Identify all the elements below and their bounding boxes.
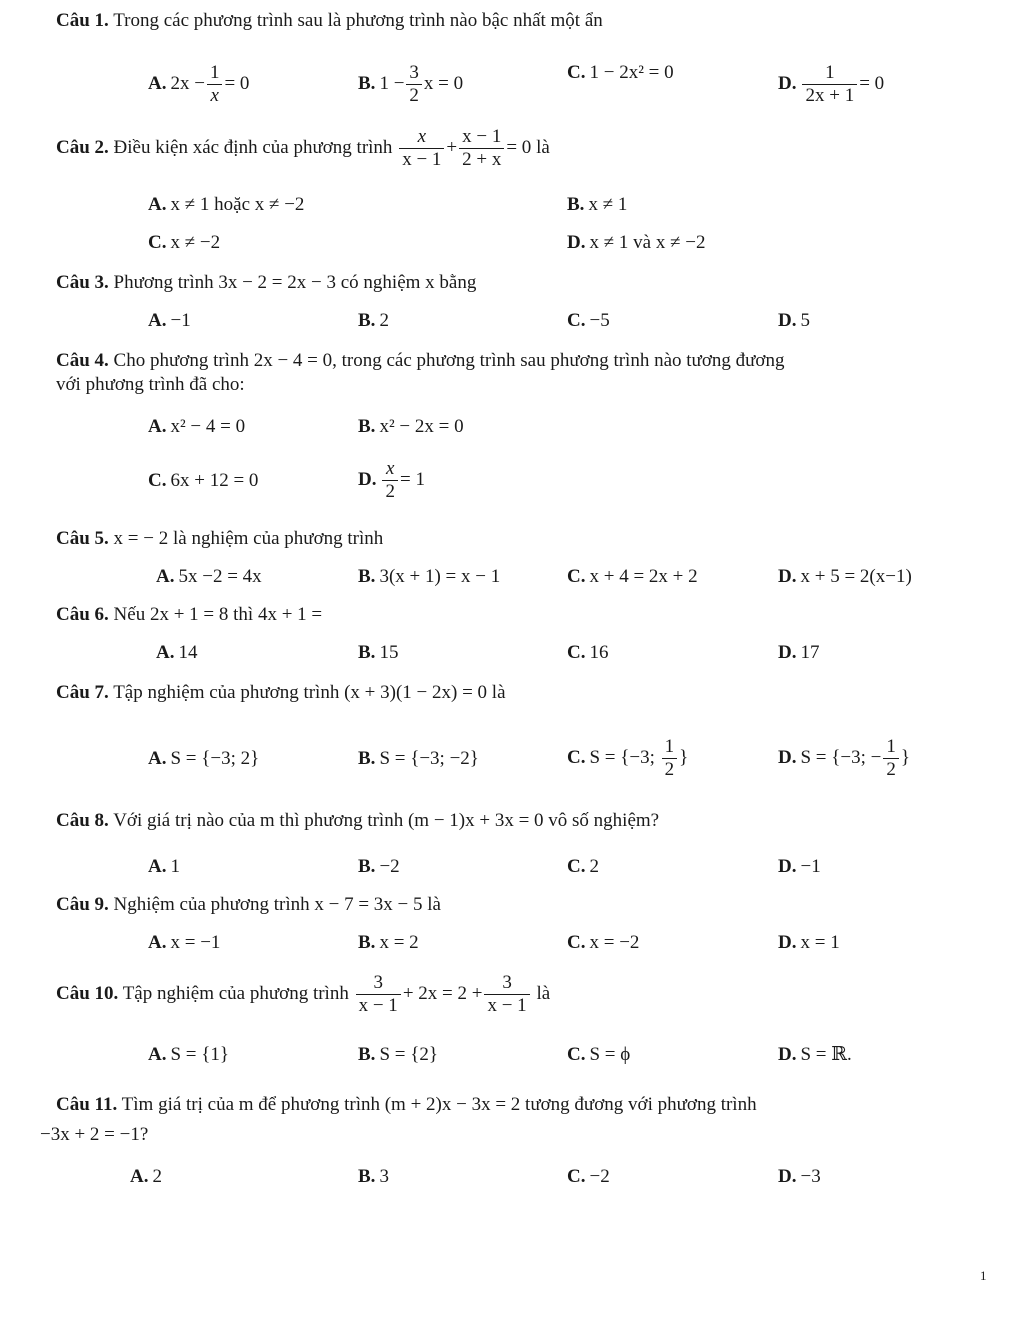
question-1: Câu 1. Trong các phương trình sau là phương trình nào bậc nhất một ẩn (56, 10, 603, 31)
q10-option-c: C. S = ϕ (567, 1044, 631, 1065)
q9-option-d: D. x = 1 (778, 932, 840, 953)
q6-option-a: A. 14 (156, 642, 198, 663)
q10-option-a: A. S = {1} (148, 1044, 230, 1065)
question-4: Câu 4. Cho phương trình 2x − 4 = 0, trong các phương trình sau phương trình nào tương đương (56, 350, 785, 371)
q4-option-d: D. $\frac{x}{2}$ = 1 (358, 458, 425, 502)
q11-option-d: D. −3 (778, 1166, 821, 1187)
question-6: Câu 6. Nếu 2x + 1 = 8 thì 4x + 1 = (56, 604, 323, 625)
q5-option-c: C. x + 4 = 2x + 2 (567, 566, 698, 587)
question-label: Câu 1. (56, 10, 109, 31)
q3-option-d: D. 5 (778, 310, 810, 331)
q9-option-b: B. x = 2 (358, 932, 419, 953)
q11-option-b: B. 3 (358, 1166, 389, 1187)
q8-option-d: D. −1 (778, 856, 821, 877)
q4-option-a: A. x² − 4 = 0 (148, 416, 246, 437)
q8-option-a: A. 1 (148, 856, 180, 877)
q9-option-c: C. x = −2 (567, 932, 640, 953)
q6-option-d: D. 17 (778, 642, 820, 663)
q8-option-b: B. −2 (358, 856, 400, 877)
q6-option-b: B. 15 (358, 642, 399, 663)
question-9: Câu 9. Nghiệm của phương trình x − 7 = 3x − 5 là (56, 894, 441, 915)
q4-option-c: C. 6x + 12 = 0 (148, 470, 259, 491)
q5-option-a: A. 5x −2 = 4x (156, 566, 262, 587)
q9-option-a: A. x = −1 (148, 932, 221, 953)
q11-option-a: A. 2 (130, 1166, 162, 1187)
q2-option-d: D. x ≠ 1 và x ≠ −2 (567, 232, 706, 253)
q4-option-b: B. x² − 2x = 0 (358, 416, 464, 437)
question-8: Câu 8. Với giá trị nào của m thì phương trình (m − 1)x + 3x = 0 vô số nghiệm? (56, 810, 660, 831)
question-2: Câu 2. Điều kiện xác định của phương trình $\frac{x}{x - 1}$ + $\frac{x - 1}{2 + x}$ = 0 là (56, 126, 550, 170)
q6-option-c: C. 16 (567, 642, 609, 663)
q11-option-c: C. −2 (567, 1166, 610, 1187)
q1-option-d: D. $\frac{1}{2x + 1}$ = 0 (778, 62, 885, 106)
q5-option-d: D. x + 5 = 2(x−1) (778, 566, 912, 587)
q3-option-c: C. −5 (567, 310, 610, 331)
q2-option-a: A. x ≠ 1 hoặc x ≠ −2 (148, 194, 305, 215)
q1-option-c: C. 1 − 2x² = 0 (567, 62, 674, 83)
q10-option-d: D. S = ℝ. (778, 1044, 852, 1065)
q1-option-b: B. 1 − $\frac{3}{2}$ x = 0 (358, 62, 464, 106)
q3-option-a: A. −1 (148, 310, 191, 331)
q3-option-b: B. 2 (358, 310, 389, 331)
q5-option-b: B. 3(x + 1) = x − 1 (358, 566, 501, 587)
q2-option-c: C. x ≠ −2 (148, 232, 221, 253)
q7-option-b: B. S = {−3; −2} (358, 748, 479, 769)
q7-option-c: C. S = {−3; $\frac{1}{2}$ } (567, 736, 689, 780)
q2-option-b: B. x ≠ 1 (567, 194, 628, 215)
q8-option-c: C. 2 (567, 856, 599, 877)
question-11: Câu 11. Tìm giá trị của m để phương trình (m + 2)x − 3x = 2 tương đương với phương trình (56, 1094, 757, 1115)
page-number: 1 (980, 1268, 987, 1283)
q7-option-a: A. S = {−3; 2} (148, 748, 260, 769)
q7-option-d: D. S = {−3; − $\frac{1}{2}$ } (778, 736, 910, 780)
q10-option-b: B. S = {2} (358, 1044, 438, 1065)
question-10: Câu 10. Tập nghiệm của phương trình $\frac{3}{x - 1}$ + 2x = 2 + $\frac{3}{x - 1}$ là (56, 972, 551, 1016)
question-3: Câu 3. Phương trình 3x − 2 = 2x − 3 có nghiệm x bằng (56, 272, 477, 293)
question-11-line-2: −3x + 2 = −1? (40, 1124, 149, 1145)
question-7: Câu 7. Tập nghiệm của phương trình (x + 3)(1 − 2x) = 0 là (56, 682, 506, 703)
q1-option-a: A. 2x − $\frac{1}{x}$ = 0 (148, 62, 250, 106)
question-5: Câu 5. x = − 2 là nghiệm của phương trình (56, 528, 384, 549)
question-4-line-2: với phương trình đã cho: (56, 374, 245, 395)
